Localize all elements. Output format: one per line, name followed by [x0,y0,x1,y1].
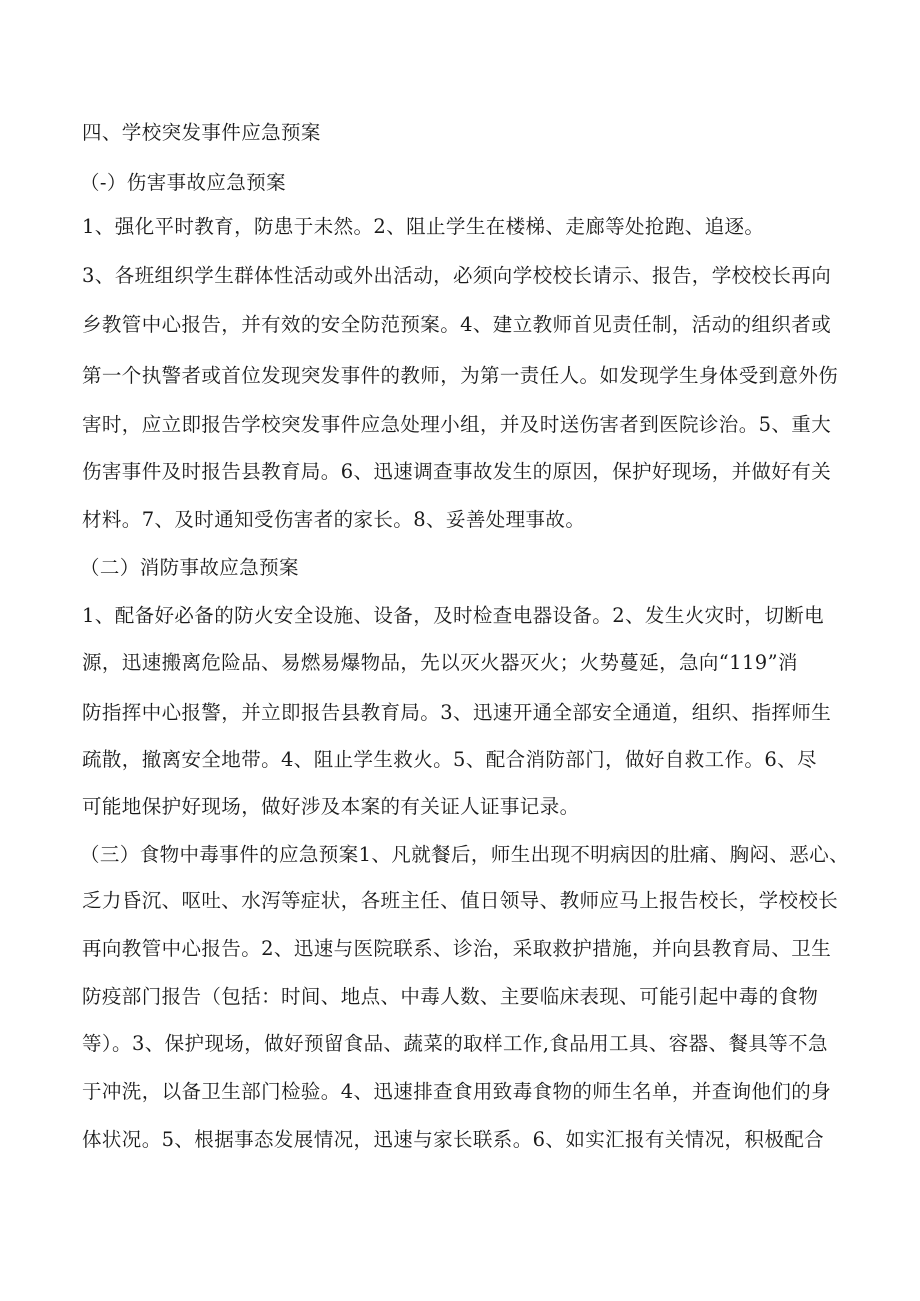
text-line: 3、各班组织学生群体性活动或外出活动，必须向学校校长请示、报告，学校校长再向 [82,264,832,287]
text-line: 可能地保护好现场，做好涉及本案的有关证人证事记录。 [82,795,580,818]
subsection-heading: （二）消防事故应急预案 [80,556,299,579]
text-line: 1、配备好必备的防火安全设施、设备，及时检查电器设备。2、发生火灾时，切断电 [82,604,825,627]
text-line: 于冲洗，以备卫生部门检验。4、迅速排查食用致毒食物的师生名单，并查询他们的身 [82,1080,832,1103]
text-line: 源，迅速搬离危险品、易燃易爆物品，先以灭火器灭火；火势蔓延，急向“119”消 [82,651,798,674]
text-line: 乏力昏沉、呕吐、水泻等症状，各班主任、值日领导、教师应马上报告校长，学校校长 [82,889,839,912]
subsection-heading: （-）伤害事故应急预案 [80,171,286,194]
text-line: 材料。7、及时通知受伤害者的家长。8、妥善处理事故。 [82,508,586,531]
subsection-heading-line: （三）食物中毒事件的应急预案1、凡就餐后，师生出现不明病因的肚痛、胸闷、恶心、 [80,843,850,866]
text-line: 防疫部门报告（包括：时间、地点、中毒人数、主要临床表现、可能引起中毒的食物 [82,985,819,1008]
text-line: 疏散，撤离安全地带。4、阻止学生救火。5、配合消防部门，做好自救工作。6、尽 [82,748,817,771]
section-heading: 四、学校突发事件应急预案 [82,121,321,144]
text-line: 第一个执警者或首位发现突发事件的教师，为第一责任人。如发现学生身体受到意外伤 [82,364,839,387]
text-line: 等）。3、保护现场，做好预留食品、蔬菜的取样工作,食品用工具、容器、餐具等不急 [82,1032,828,1055]
text-line: 1、强化平时教育，防患于未然。2、阻止学生在楼梯、走廊等处抢跑、追逐。 [82,215,765,238]
text-line: 伤害事件及时报告县教育局。6、迅速调查事故发生的原因，保护好现场，并做好有关 [82,460,832,483]
text-line: 防指挥中心报警，并立即报告县教育局。3、迅速开通全部安全通道，组织、指挥师生 [82,701,832,724]
text-line: 害时，应立即报告学校突发事件应急处理小组，并及时送伤害者到医院诊治。5、重大 [82,413,832,436]
text-line: 乡教管中心报告，并有效的安全防范预案。4、建立教师首见责任制，活动的组织者或 [82,313,832,336]
text-line: 体状况。5、根据事态发展情况，迅速与家长联系。6、如实汇报有关情况，积极配合 [82,1128,825,1151]
text-line: 再向教管中心报告。2、迅速与医院联系、诊治，采取救护措施，并向县教育局、卫生 [82,937,832,960]
